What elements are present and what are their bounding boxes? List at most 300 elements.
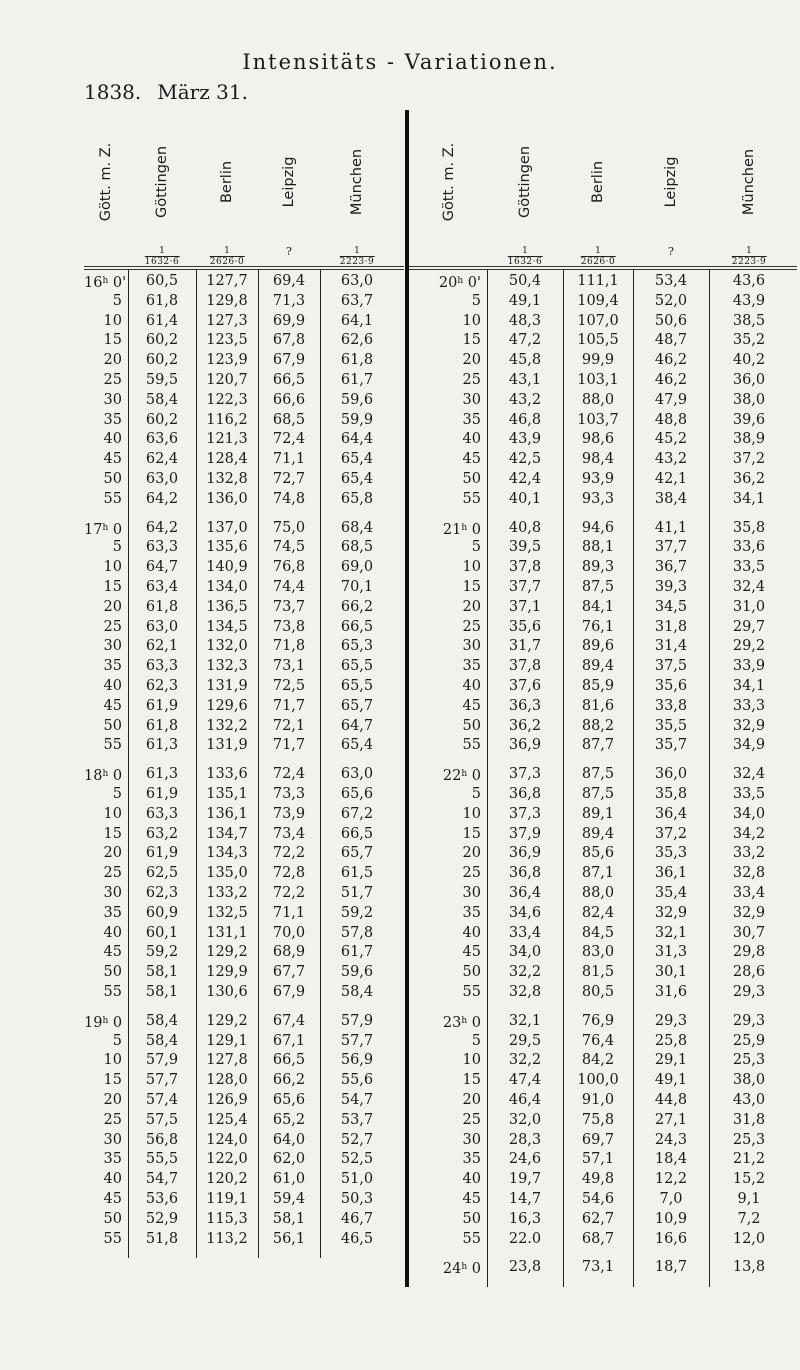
table-row [84, 272, 404, 291]
time-cell: 35 [462, 658, 481, 675]
value-cell: 38,0 [732, 391, 766, 408]
hour-sup: h [457, 276, 464, 286]
table-row [405, 391, 797, 410]
table-row [405, 825, 797, 844]
value-cell: 37,8 [508, 559, 542, 576]
value-cell: 46,2 [654, 372, 688, 388]
value-cell: 63,0 [145, 471, 179, 487]
value-cell: 127,3 [206, 312, 248, 329]
reduction-factor [340, 247, 375, 267]
value-cell: 57,8 [340, 924, 374, 941]
value-cell: 65,3 [340, 638, 374, 655]
value-cell: 59,2 [145, 944, 179, 961]
value-cell: 65,7 [340, 845, 374, 862]
table-row [405, 805, 797, 824]
value-cell: 35,8 [732, 519, 766, 536]
value-cell: 71,1 [272, 451, 306, 468]
table-row [405, 618, 797, 637]
value-cell: 74,4 [272, 579, 306, 595]
value-cell: 87,7 [581, 737, 615, 754]
value-cell: 24,6 [508, 1151, 542, 1168]
value-cell: 65,7 [340, 697, 374, 714]
value-cell: 51,8 [145, 1230, 179, 1247]
value-cell: 37,8 [508, 658, 542, 675]
value-cell: 137,0 [206, 519, 248, 536]
table-row [84, 765, 404, 784]
column-rule [633, 270, 634, 1287]
time-cell: 50 [103, 964, 122, 981]
table-row [84, 391, 404, 410]
table-row [84, 677, 404, 696]
value-cell: 61,9 [145, 845, 179, 862]
value-cell: 132,2 [206, 717, 248, 734]
time-cell: 5 [471, 786, 481, 802]
time-cell: 40 [462, 1171, 481, 1188]
value-cell: 136,0 [206, 490, 248, 507]
value-cell: 46,8 [508, 411, 542, 428]
table-row [84, 490, 404, 509]
value-cell: 126,9 [206, 1092, 248, 1108]
time-cell: 20 [462, 598, 481, 615]
time-cell: 50 [462, 471, 481, 487]
value-cell: 68,9 [272, 944, 306, 961]
value-cell: 48,3 [508, 312, 542, 329]
table-row [405, 331, 797, 350]
value-cell: 61,5 [340, 865, 374, 882]
value-cell: 66,2 [340, 598, 374, 615]
value-cell: 37,3 [508, 766, 542, 783]
value-cell: 130,6 [206, 984, 248, 1000]
table-row [405, 924, 797, 943]
value-cell: 107,0 [577, 312, 619, 329]
value-cell: 31,7 [508, 638, 542, 655]
value-cell: 72,7 [272, 471, 306, 487]
value-cell: 43,0 [732, 1092, 766, 1108]
value-cell: 57,7 [340, 1032, 374, 1049]
time-cell: 30 [462, 885, 481, 901]
value-cell: 49,1 [654, 1072, 688, 1089]
time-cell: 40 [103, 678, 122, 694]
value-cell: 75,0 [272, 519, 306, 536]
value-cell: 58,4 [145, 391, 179, 408]
table-row [405, 1091, 797, 1110]
value-cell: 31,0 [732, 598, 766, 615]
value-cell: 66,5 [272, 1052, 306, 1069]
table-row [405, 765, 797, 784]
table-row [405, 371, 797, 390]
value-cell: 89,4 [581, 658, 615, 675]
value-cell: 58,4 [340, 984, 374, 1000]
time-cell: 10 [462, 559, 481, 576]
value-cell: 36,4 [508, 885, 542, 901]
date-line [84, 80, 248, 104]
value-cell: 63,0 [340, 273, 374, 289]
reduction-factor [145, 247, 180, 267]
time-cell: 5 [112, 1032, 122, 1049]
value-cell: 60,1 [145, 924, 179, 941]
time-cell: 5 [471, 539, 481, 556]
value-cell: 128,4 [206, 451, 248, 468]
value-cell: 65,5 [340, 658, 374, 675]
date-year: 1838. [84, 80, 142, 104]
time-cell: 55 [103, 1230, 122, 1247]
value-cell: 121,3 [206, 431, 248, 448]
value-cell: 65,8 [340, 490, 374, 507]
value-cell: 100,0 [577, 1072, 619, 1089]
value-cell: 52,9 [145, 1210, 179, 1227]
hour-sup: h [102, 522, 109, 533]
value-cell: 69,0 [340, 559, 374, 576]
value-cell: 42,5 [508, 451, 542, 468]
value-cell: 105,5 [577, 332, 619, 349]
value-cell: 68,5 [272, 411, 306, 428]
header-berlin [563, 110, 633, 270]
table-row [84, 430, 404, 449]
value-cell: 129,8 [206, 292, 248, 309]
hour-sup: h [102, 769, 109, 780]
hour-sup: h [461, 769, 468, 780]
value-cell: 35,2 [732, 332, 766, 349]
table-row [84, 844, 404, 863]
table-row [84, 450, 404, 469]
value-cell: 87,5 [581, 579, 615, 595]
value-cell: 124,0 [206, 1131, 248, 1148]
time-cell: 20 [462, 845, 481, 862]
value-cell: 37,7 [654, 539, 688, 556]
value-cell: 61,3 [145, 766, 179, 783]
value-cell: 39,6 [732, 411, 766, 428]
time-cell: 30 [462, 1131, 481, 1148]
table-row [405, 1190, 797, 1209]
time-cell: 55 [462, 737, 481, 754]
value-cell: 35,6 [508, 618, 542, 635]
value-cell: 63,3 [145, 539, 179, 556]
value-cell: 37,1 [508, 598, 542, 615]
table-row [405, 884, 797, 903]
value-cell: 23,8 [508, 1259, 542, 1276]
value-cell: 128,0 [206, 1072, 248, 1089]
value-cell: 47,2 [508, 332, 542, 349]
time-cell: 10 [103, 805, 122, 822]
value-cell: 47,9 [654, 391, 688, 408]
value-cell: 68,4 [340, 519, 374, 536]
factor-numerator: 1 [159, 246, 165, 256]
hour-sup: h [102, 276, 109, 286]
value-cell: 89,6 [581, 638, 615, 655]
time-cell: 30 [462, 391, 481, 408]
value-cell: 36,1 [654, 865, 688, 882]
value-cell: 113,2 [206, 1230, 248, 1247]
time-cell: 35 [103, 1151, 122, 1168]
value-cell: 73,4 [272, 825, 306, 842]
value-cell: 119,1 [206, 1191, 248, 1207]
value-cell: 38,9 [732, 431, 766, 448]
value-cell: 62,0 [272, 1151, 306, 1168]
time-cell: 30 [103, 638, 122, 655]
value-cell: 36,9 [508, 737, 542, 754]
value-cell: 72,4 [272, 431, 306, 448]
table-row [84, 351, 404, 370]
value-cell: 65,4 [340, 737, 374, 754]
value-cell: 32,8 [508, 984, 542, 1000]
time-cell: 5 [112, 539, 122, 556]
time-cell: 25 [462, 865, 481, 882]
value-cell: 60,5 [145, 273, 179, 289]
date-day: März 31. [157, 80, 248, 104]
value-cell: 84,2 [581, 1052, 615, 1069]
value-cell: 89,4 [581, 825, 615, 842]
value-cell: 49,8 [581, 1171, 615, 1188]
value-cell: 36,8 [508, 865, 542, 882]
value-cell: 56,1 [272, 1230, 306, 1247]
value-cell: 33,2 [732, 845, 766, 862]
reduction-factor [508, 247, 543, 267]
value-cell: 37,2 [654, 825, 688, 842]
value-cell: 35,3 [654, 845, 688, 862]
value-cell: 76,1 [581, 618, 615, 635]
value-cell: 135,1 [206, 786, 248, 802]
value-cell: 14,7 [508, 1191, 542, 1207]
header-label: Berlin [590, 160, 606, 204]
time-cell: 5 [471, 292, 481, 309]
value-cell: 67,2 [340, 805, 374, 822]
value-cell: 57,5 [145, 1111, 179, 1128]
value-cell: 129,9 [206, 964, 248, 981]
page-title: Intensitäts - Variationen. [242, 50, 558, 74]
value-cell: 29,2 [732, 638, 766, 655]
value-cell: 134,5 [206, 618, 248, 635]
value-cell: 25,3 [732, 1052, 766, 1069]
value-cell: 46,2 [654, 352, 688, 369]
value-cell: 132,8 [206, 471, 248, 487]
value-cell: 136,1 [206, 805, 248, 822]
table-row [84, 825, 404, 844]
table-row [405, 657, 797, 676]
value-cell: 9,1 [737, 1191, 761, 1207]
value-cell: 71,1 [272, 904, 306, 921]
factor-numerator: 1 [354, 246, 360, 256]
value-cell: 7,0 [659, 1191, 683, 1207]
value-cell: 71,8 [272, 638, 306, 655]
column-rule [563, 270, 564, 1287]
value-cell: 84,1 [581, 598, 615, 615]
time-cell: 45 [103, 944, 122, 961]
value-cell: 55,6 [340, 1072, 374, 1089]
value-cell: 123,5 [206, 332, 248, 349]
table-row [84, 1190, 404, 1209]
time-cell: 40 [103, 924, 122, 941]
factor-numerator: 1 [595, 246, 601, 256]
table-row [405, 272, 797, 291]
time-cell: 55 [462, 1230, 481, 1247]
value-cell: 66,6 [272, 391, 306, 408]
time-cell: 45 [462, 451, 481, 468]
value-cell: 57,1 [581, 1151, 615, 1168]
table-row [405, 677, 797, 696]
value-cell: 64,7 [340, 717, 374, 734]
value-cell: 64,1 [340, 312, 374, 329]
factor-numerator: 1 [522, 246, 528, 256]
time-cell: 45 [462, 1191, 481, 1207]
value-cell: 82,4 [581, 904, 615, 921]
value-cell: 61,8 [145, 598, 179, 615]
factor-numerator: 1 [746, 246, 752, 256]
value-cell: 43,9 [732, 292, 766, 309]
time-cell: 20 [462, 352, 481, 369]
table-row [84, 884, 404, 903]
time-cell: 16$^h$ 0' [84, 275, 127, 291]
time-cell: 10 [462, 805, 481, 822]
table-row [405, 697, 797, 716]
value-cell: 48,7 [654, 332, 688, 349]
table-row [405, 943, 797, 962]
value-cell: 99,9 [581, 352, 615, 369]
table-row [84, 312, 404, 331]
value-cell: 43,2 [654, 451, 688, 468]
time-cell: 10 [462, 312, 481, 329]
table-row [405, 1111, 797, 1130]
value-cell: 132,3 [206, 658, 248, 675]
value-cell: 32,9 [732, 904, 766, 921]
value-cell: 125,4 [206, 1111, 248, 1128]
value-cell: 45,2 [654, 431, 688, 448]
table-row [405, 470, 797, 489]
value-cell: 134,3 [206, 845, 248, 862]
header-label: München [349, 148, 365, 216]
value-cell: 37,2 [732, 451, 766, 468]
value-cell: 49,1 [508, 292, 542, 309]
time-cell: 15 [462, 332, 481, 349]
value-cell: 18,7 [654, 1259, 688, 1276]
value-cell: 59,4 [272, 1191, 306, 1207]
table-row [405, 904, 797, 923]
table-row [84, 864, 404, 883]
value-cell: 60,2 [145, 332, 179, 349]
reduction-factor: ? [668, 245, 674, 258]
value-cell: 34,0 [508, 944, 542, 961]
time-cell: 40 [103, 1171, 122, 1188]
table-row [405, 1170, 797, 1189]
value-cell: 64,0 [272, 1131, 306, 1148]
table-row [84, 943, 404, 962]
table-row [405, 430, 797, 449]
value-cell: 76,9 [581, 1012, 615, 1029]
value-cell: 46,7 [340, 1210, 374, 1227]
value-cell: 81,6 [581, 697, 615, 714]
table-row [84, 1170, 404, 1189]
time-cell: 15 [103, 825, 122, 842]
time-cell: 17$^h$ 0 [84, 521, 123, 538]
value-cell: 32,9 [732, 717, 766, 734]
value-cell: 35,7 [654, 737, 688, 754]
value-cell: 67,8 [272, 332, 306, 349]
value-cell: 67,7 [272, 964, 306, 981]
value-cell: 54,6 [581, 1191, 615, 1207]
value-cell: 43,1 [508, 372, 542, 388]
value-cell: 63,3 [145, 805, 179, 822]
value-cell: 61,7 [340, 944, 374, 961]
value-cell: 61,7 [340, 372, 374, 388]
value-cell: 40,8 [508, 519, 542, 536]
value-cell: 94,6 [581, 519, 615, 536]
value-cell: 43,2 [508, 391, 542, 408]
value-cell: 37,3 [508, 805, 542, 822]
time-cell: 50 [462, 1210, 481, 1227]
table-row [84, 598, 404, 617]
time-cell: 45 [103, 451, 122, 468]
table-row [405, 785, 797, 804]
table-row [84, 1150, 404, 1169]
value-cell: 65,6 [340, 786, 374, 802]
value-cell: 31,6 [654, 984, 688, 1000]
time-cell: 35 [462, 1151, 481, 1168]
time-cell: 30 [103, 885, 122, 901]
table-row [84, 618, 404, 637]
time-cell: 5 [112, 786, 122, 802]
value-cell: 61,3 [145, 737, 179, 754]
value-cell: 73,7 [272, 598, 306, 615]
table-row [84, 657, 404, 676]
table-row [84, 1131, 404, 1150]
value-cell: 76,8 [272, 559, 306, 576]
value-cell: 63,2 [145, 825, 179, 842]
value-cell: 31,4 [654, 638, 688, 655]
factor-denominator: 2223·9 [339, 257, 375, 267]
value-cell: 30,1 [654, 964, 688, 981]
value-cell: 15,2 [732, 1171, 766, 1188]
table-row [405, 598, 797, 617]
value-cell: 16,6 [654, 1230, 688, 1247]
table-row [84, 470, 404, 489]
value-cell: 28,6 [732, 964, 766, 981]
value-cell: 52,5 [340, 1151, 374, 1168]
value-cell: 72,2 [272, 885, 306, 901]
value-cell: 25,3 [732, 1131, 766, 1148]
header-label: Göttingen [154, 145, 170, 219]
table-row [84, 1051, 404, 1070]
time-cell: 25 [103, 372, 122, 388]
value-cell: 72,5 [272, 678, 306, 694]
value-cell: 65,4 [340, 451, 374, 468]
table-row [84, 292, 404, 311]
value-cell: 129,2 [206, 944, 248, 961]
time-cell: 50 [462, 964, 481, 981]
time-cell: 30 [103, 391, 122, 408]
table-row [405, 558, 797, 577]
value-cell: 36,4 [654, 805, 688, 822]
table-row [405, 490, 797, 509]
header-gott [411, 110, 487, 270]
table-row [84, 578, 404, 597]
value-cell: 136,5 [206, 598, 248, 615]
value-cell: 36,7 [654, 559, 688, 576]
value-cell: 64,4 [340, 431, 374, 448]
value-cell: 68,7 [581, 1230, 615, 1247]
value-cell: 32,9 [654, 904, 688, 921]
table-row [405, 519, 797, 538]
table-row [84, 736, 404, 755]
value-cell: 89,3 [581, 559, 615, 576]
value-cell: 43,6 [732, 273, 766, 289]
time-cell: 30 [103, 1131, 122, 1148]
value-cell: 133,2 [206, 885, 248, 901]
value-cell: 53,4 [654, 273, 688, 289]
table-row [405, 637, 797, 656]
value-cell: 93,9 [581, 471, 615, 487]
value-cell: 62,5 [145, 865, 179, 882]
table-row [84, 1230, 404, 1249]
value-cell: 54,7 [145, 1171, 179, 1188]
